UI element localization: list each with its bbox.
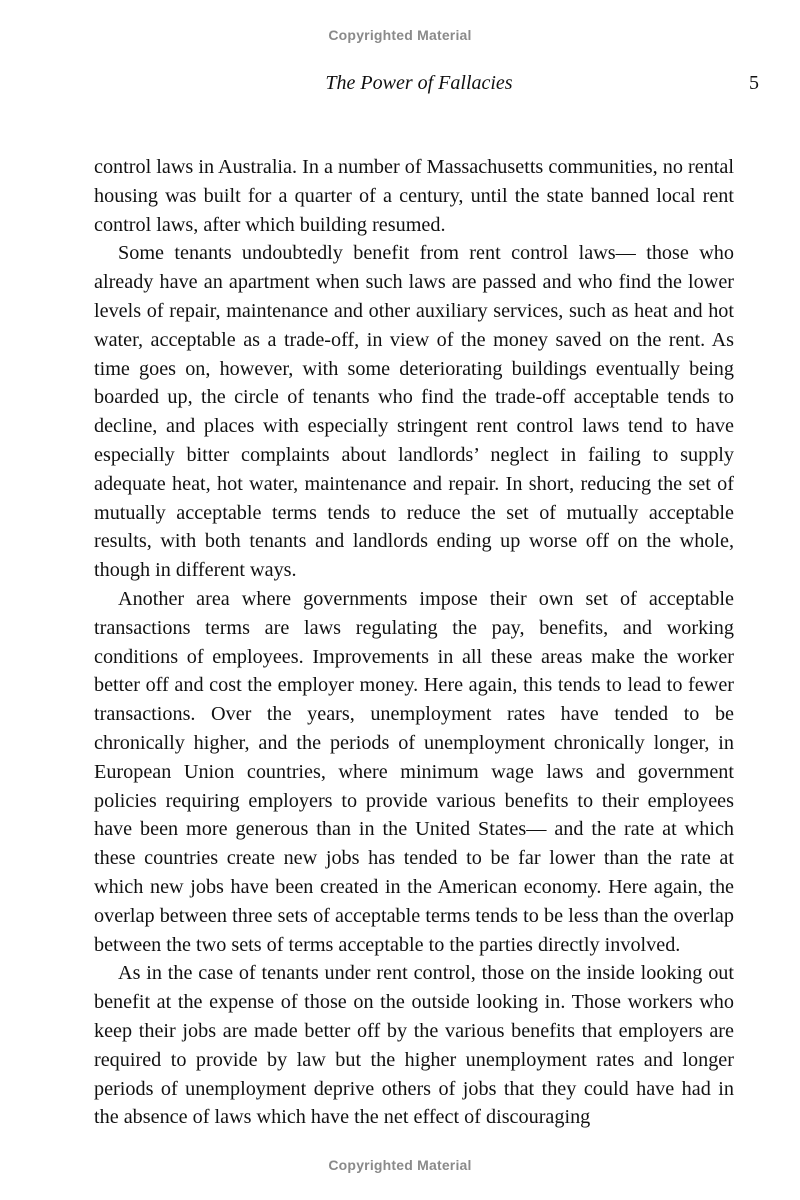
copyright-watermark-bottom: Copyrighted Material — [328, 1157, 472, 1173]
body-text — [94, 153, 734, 1132]
paragraph-continued: control laws in Australia. In a number of Massachusetts communities, no rental housing was built for a quarter of a century, until the state banned local rent control laws, after which building resumed. — [94, 156, 734, 236]
paragraph: As in the case of tenants under rent control, those on the inside looking out benefit at the expense of those on the outside looking in. Those workers who keep their jobs are made better off by the various benefits that employers are required to provide by law but the higher unemployment rates and longer periods of unemployment deprive others of jobs that they could have had in the absence of laws which have the net effect of discouraging — [94, 962, 734, 1129]
page-number: 5 — [749, 72, 759, 94]
copyright-watermark-top: Copyrighted Material — [328, 27, 472, 43]
running-head — [0, 70, 800, 96]
running-head-title: The Power of Fallacies — [325, 72, 513, 94]
paragraph: Another area where governments impose their own set of acceptable transactions terms are laws regulating the pay, benefits, and working conditions of employees. Improvements in all these areas make the worker better off and cost the employer money. Here again, this tends to lead to fewer transactions. Over the years, unemployment rates have tended to be chronically higher, and the periods of unemployment chronically longer, in European Union countries, where minimum wage laws and government policies requiring employers to provide various benefits to their employees have been more generous than in the United States— and the rate at which these countries create new jobs has tended to be far lower than the rate at which new jobs have been created in the American economy. Here again, the overlap between three sets of acceptable terms tends to be less than the overlap between the two sets of terms acceptable to the parties directly involved. — [94, 587, 734, 956]
paragraph: Some tenants undoubtedly benefit from rent control laws— those who already have an apartment when such laws are passed and who find the lower levels of repair, maintenance and other auxiliary services, such as heat and hot water, acceptable as a trade-off, in view of the money saved on the rent. As time goes on, however, with some deteriorating buildings eventually being boarded up, the circle of tenants who find the trade-off acceptable tends to decline, and places with especially stringent rent control laws tend to have especially bitter complaints about landlords’ neglect in failing to supply adequate heat, hot water, maintenance and repair. In short, reducing the set of mutually acceptable terms tends to reduce the set of mutually acceptable results, with both tenants and landlords ending up worse off on the whole, though in different ways. — [94, 242, 734, 582]
